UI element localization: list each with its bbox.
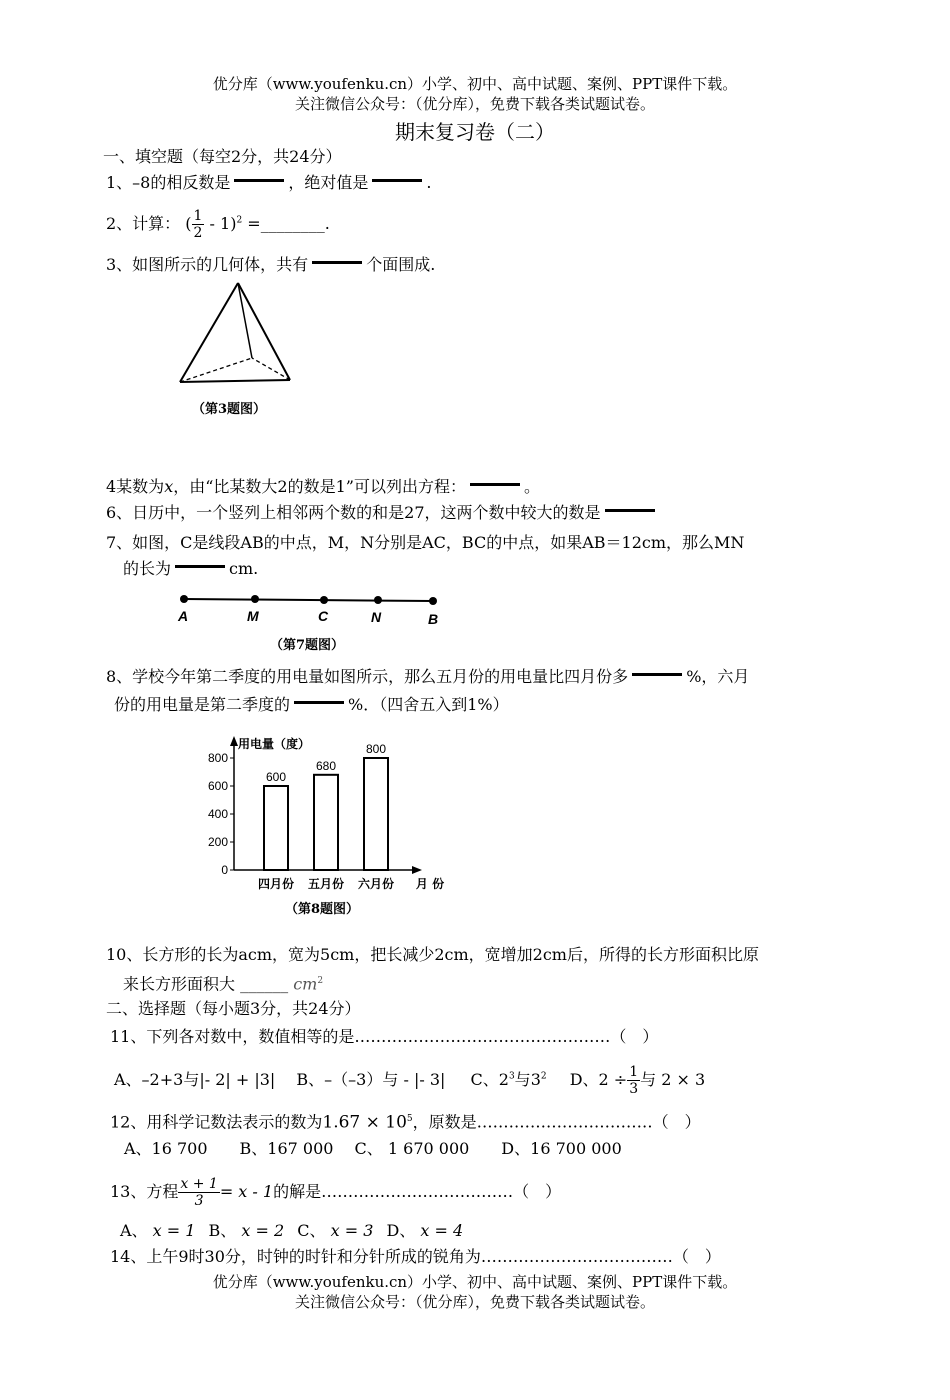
option-c[interactable] xyxy=(471,1070,547,1089)
question-12-stem xyxy=(110,1108,701,1133)
equals: = xyxy=(247,214,261,233)
fraction xyxy=(178,1176,219,1209)
exponent: 2 xyxy=(540,1071,547,1082)
tetrahedron-figure xyxy=(170,278,300,388)
q2-prefix: 2、计算： xyxy=(106,214,181,233)
conjunction: 与 xyxy=(640,1070,657,1089)
bar-value-label: 680 xyxy=(315,758,337,773)
footer-line-1: 优分库（www.youfenku.cn）小学、初中、高中试题、案例、PPT课件下载。 xyxy=(212,1273,738,1291)
exponent: 5 xyxy=(406,1114,413,1124)
q13-tail: 的解是………………………………（ ） xyxy=(273,1182,562,1201)
bar-value-label: 800 xyxy=(365,742,387,756)
y-tick-label: 200 xyxy=(207,835,228,849)
page-title: 期末复习卷（二） xyxy=(395,120,555,144)
q12-text: 12、用科学记数法表示的数为 xyxy=(110,1112,323,1132)
option-c-label: C、 xyxy=(470,1070,499,1089)
answer-blank[interactable]: ________ xyxy=(260,214,325,233)
figure-3-caption: （第3题图） xyxy=(192,402,267,417)
y-axis-label: 用电量（度） xyxy=(238,737,311,751)
q3-tail: 个面围成. xyxy=(366,255,436,274)
section-1-heading: 一、填空题（每空2分，共24分） xyxy=(103,147,342,166)
x-axis-arrow xyxy=(412,866,422,874)
question-1 xyxy=(106,172,431,194)
segment-figure xyxy=(176,590,446,610)
scientific-number: 1.67 × 10 xyxy=(322,1112,407,1133)
option-d-label[interactable]: D、 xyxy=(386,1221,416,1240)
point-m xyxy=(251,595,259,603)
header-line-2: 关注微信公众号：（优分库），免费下载各类试题试卷。 xyxy=(294,95,655,113)
option-c[interactable]: x = 3 xyxy=(330,1221,374,1240)
answer-blank[interactable]: ______ xyxy=(240,974,289,994)
q1-text-2: ，绝对值是 xyxy=(288,173,369,192)
point-label-n: N xyxy=(371,609,382,625)
q3-text: 3、如图所示的几何体，共有 xyxy=(106,255,309,274)
exponent: 2 xyxy=(236,215,243,226)
fraction xyxy=(627,1064,640,1097)
denominator: 3 xyxy=(194,1193,204,1209)
question-10-line-1: 10、长方形的长为acm，宽为5cm，把长减少2cm，宽增加2cm后，所得的长方形面积比原 xyxy=(106,945,759,964)
answer-blank[interactable] xyxy=(372,179,422,182)
q8-text: 8、学校今年第二季度的用电量如图所示，那么五月份的用电量比四月份多 xyxy=(106,667,629,686)
bar xyxy=(314,775,338,870)
question-13-stem xyxy=(110,1176,561,1209)
numerator: 1 xyxy=(193,208,203,224)
y-tick-label: 600 xyxy=(207,779,228,793)
denominator: 2 xyxy=(193,225,203,241)
y-tick-label: 800 xyxy=(207,751,228,765)
point-b xyxy=(429,597,437,605)
q8-text-2: 份的用电量是第二季度的 xyxy=(114,695,291,714)
option-d-expr: 2 × 3 xyxy=(661,1070,706,1089)
point-n xyxy=(374,596,382,604)
exponent: 3 xyxy=(508,1071,515,1082)
question-14-stem: 14、上午9时30分，时钟的时针和分针所成的锐角为………………………………（ ） xyxy=(110,1247,721,1266)
q8-tail-2: %．（四舍五入到1%） xyxy=(348,695,509,714)
q7-prefix: 的长为 xyxy=(123,559,172,578)
q2-expr: - 1) xyxy=(209,214,237,233)
point-c xyxy=(320,596,328,604)
answer-blank[interactable] xyxy=(632,673,682,676)
base: 3 xyxy=(530,1070,541,1089)
question-8-line-2 xyxy=(114,694,509,716)
point-a xyxy=(180,595,188,603)
x-axis-label: 月 份 xyxy=(415,877,445,891)
section-2-heading: 二、选择题（每小题3分，共24分） xyxy=(106,999,361,1018)
answer-blank[interactable] xyxy=(312,261,362,264)
option-a[interactable]: x = 1 xyxy=(152,1221,196,1240)
figure-7-caption: （第7题图） xyxy=(270,638,345,653)
answer-blank[interactable] xyxy=(234,179,284,182)
q4-end: 。 xyxy=(523,477,540,496)
bar-chart xyxy=(190,730,470,900)
numerator: 1 xyxy=(629,1064,639,1080)
numerator: x + 1 xyxy=(180,1176,218,1192)
question-12-options[interactable]: A、16 700 B、167 000 C、 1 670 000 D、16 700 000 xyxy=(124,1139,622,1158)
question-6 xyxy=(106,502,659,524)
option-b-label[interactable]: B、 xyxy=(208,1221,237,1240)
question-2 xyxy=(106,208,330,241)
y-axis-arrow xyxy=(230,736,238,746)
fraction xyxy=(192,208,205,241)
category-label: 六月份 xyxy=(357,877,395,891)
question-7-line-1: 7、如图，C是线段AB的中点，M，N分别是AC，BC的中点，如果AB＝12cm，那么MN xyxy=(106,533,745,552)
unit-exponent: 2 xyxy=(317,976,324,986)
header-line-1: 优分库（www.youfenku.cn）小学、初中、高中试题、案例、PPT课件下载。 xyxy=(212,75,738,93)
question-8-line-1 xyxy=(106,666,749,688)
q13-text: 13、方程 xyxy=(110,1182,179,1201)
option-a-label[interactable]: A、 xyxy=(120,1221,148,1240)
answer-blank[interactable] xyxy=(294,701,344,704)
point-label-a: A xyxy=(178,608,189,624)
answer-blank[interactable] xyxy=(470,483,520,486)
unit: cm xyxy=(293,974,318,994)
y-tick-label: 400 xyxy=(207,807,228,821)
q12-tail: ，原数是……………………………（ ） xyxy=(412,1112,701,1132)
question-4 xyxy=(106,476,540,498)
q10-text: 来长方形面积大 xyxy=(123,974,236,994)
figure-8-caption: （第8题图） xyxy=(285,902,360,917)
conjunction: 与 xyxy=(514,1070,531,1089)
y-tick-label: 0 xyxy=(221,863,228,877)
q8-tail: %，六月 xyxy=(686,667,750,686)
question-10-line-2 xyxy=(123,970,323,995)
option-b[interactable]: B、–（–3）与 - |- 3| xyxy=(296,1070,446,1089)
option-c-label[interactable]: C、 xyxy=(297,1221,326,1240)
denominator: 3 xyxy=(629,1081,639,1097)
variable-x: x xyxy=(164,477,174,496)
answer-blank[interactable] xyxy=(175,565,225,568)
question-3 xyxy=(106,254,435,276)
question-7-line-2 xyxy=(123,558,258,580)
option-d[interactable] xyxy=(569,1064,706,1097)
question-11-options xyxy=(114,1064,705,1097)
category-label: 四月份 xyxy=(257,877,295,891)
equation-rhs: = x - 1 xyxy=(219,1182,274,1201)
paren-open: ( xyxy=(185,214,192,233)
bar xyxy=(264,786,288,870)
q6-text: 6、日历中，一个竖列上相邻两个数的和是27，这两个数中较大的数是 xyxy=(106,503,601,522)
point-label-b: B xyxy=(428,611,439,627)
option-a[interactable]: A、–2+3与|- 2| + |3| xyxy=(114,1070,276,1089)
point-label-c: C xyxy=(318,608,329,624)
option-b[interactable]: x = 2 xyxy=(241,1221,285,1240)
category-label: 五月份 xyxy=(307,877,345,891)
footer-line-2: 关注微信公众号：（优分库），免费下载各类试题试卷。 xyxy=(294,1293,655,1311)
q1-text: 1、–8的相反数是 xyxy=(106,173,231,192)
question-11-stem: 11、下列各对数中，数值相等的是…………………………………………（ ） xyxy=(110,1027,659,1046)
point-label-m: M xyxy=(247,608,259,624)
base: 2 xyxy=(498,1070,509,1089)
option-d-label: D、2 ÷ xyxy=(569,1070,628,1089)
q1-end: . xyxy=(426,173,432,192)
bar xyxy=(364,758,388,870)
q4-text: ，由“比某数大2的数是1”可以列出方程： xyxy=(173,477,466,496)
question-13-options xyxy=(120,1220,463,1242)
q7-tail: cm. xyxy=(229,559,259,578)
option-d[interactable]: x = 4 xyxy=(420,1221,464,1240)
bar-value-label: 600 xyxy=(265,770,287,784)
q4-prefix: 4某数为 xyxy=(106,477,165,496)
q2-end: . xyxy=(324,214,330,233)
answer-blank[interactable] xyxy=(605,509,655,512)
